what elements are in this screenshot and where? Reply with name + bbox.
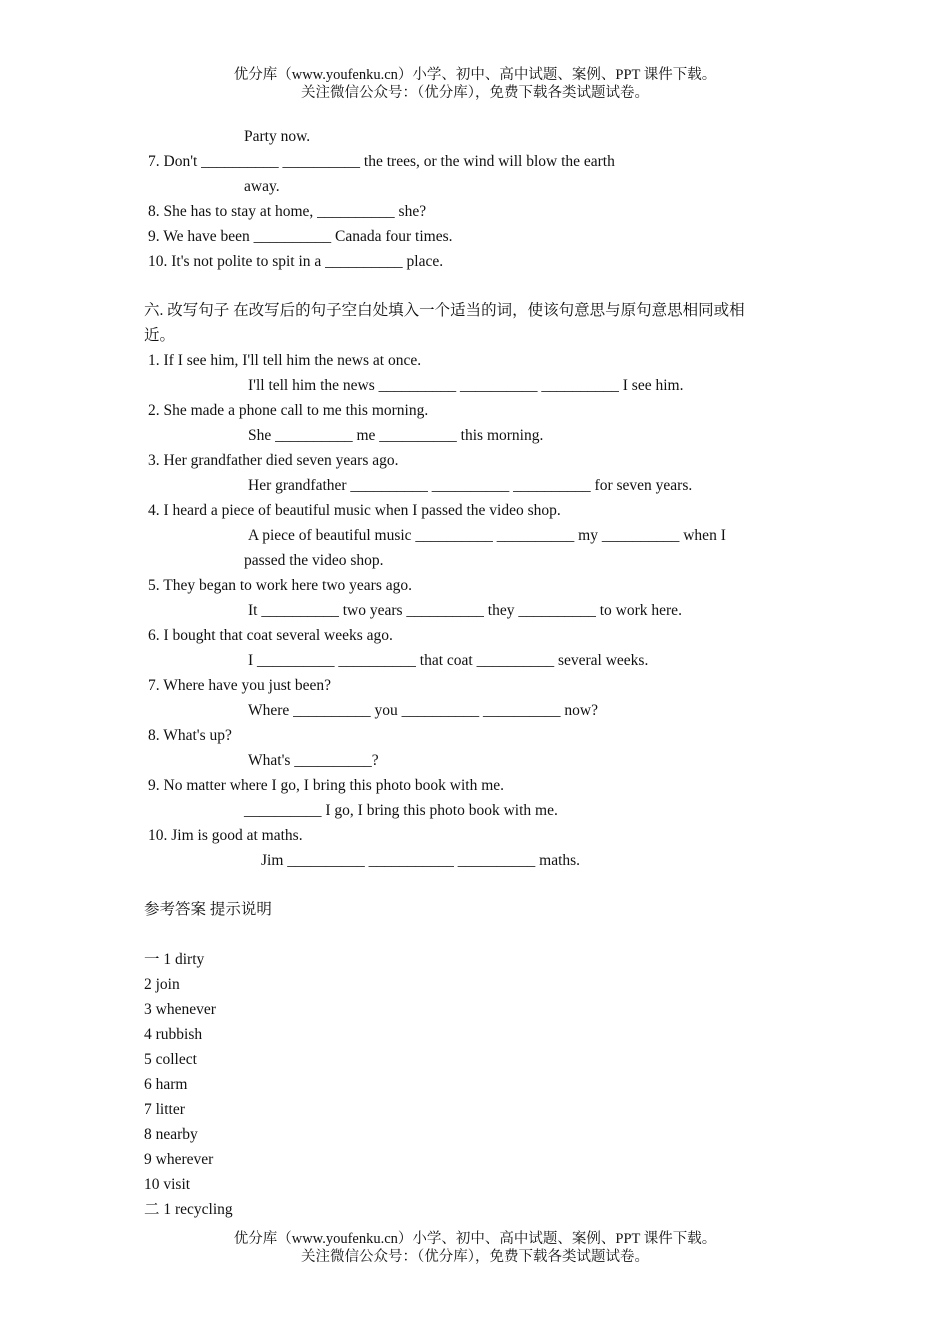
s6-question: 6. I bought that coat several weeks ago. (148, 627, 393, 644)
s6-rewrite: She __________ me __________ this morning. (248, 427, 544, 444)
answer-item: 4 rubbish (144, 1026, 203, 1043)
header-line-1: 优分库（www.youfenku.cn）小学、初中、高中试题、案例、PPT 课件下载。 (233, 67, 717, 83)
s5-line: away. (244, 178, 280, 195)
s6-rewrite: Where __________ you __________ __________ now? (248, 702, 598, 719)
s6-rewrite: passed the video shop. (244, 552, 384, 569)
footer-line-2: 关注微信公众号：（优分库），免费下载各类试题试卷。 (301, 1249, 649, 1265)
answer-item: 8 nearby (144, 1126, 198, 1143)
s6-rewrite: __________ I go, I bring this photo book with me. (244, 802, 558, 819)
s5-line: 8. She has to stay at home, __________ she? (148, 203, 427, 220)
s6-question: 8. What's up? (148, 727, 232, 744)
answer-item: 2 join (144, 976, 180, 993)
page-header (0, 66, 950, 102)
section6-heading-cont: 近。 (144, 327, 176, 344)
answer-item: 9 wherever (144, 1151, 214, 1168)
s6-rewrite: It __________ two years __________ they __________ to work here. (248, 602, 682, 619)
section6-heading: 六. 改写句子 在改写后的句子空白处填入一个适当的词，使该句意思与原句意思相同或相 (144, 302, 745, 319)
s6-question: 1. If I see him, I'll tell him the news at once. (148, 352, 422, 369)
s6-rewrite: Jim __________ ___________ __________ maths. (261, 852, 581, 869)
s6-question: 3. Her grandfather died seven years ago. (148, 452, 399, 469)
answer-item: 7 litter (144, 1101, 185, 1118)
s6-rewrite: A piece of beautiful music __________ __________ my __________ when I (248, 527, 726, 544)
s6-question: 9. No matter where I go, I bring this photo book with me. (148, 777, 505, 794)
s5-line: 10. It's not polite to spit in a __________ place. (148, 253, 444, 270)
answer-item: 3 whenever (144, 1001, 216, 1018)
s5-line: 9. We have been __________ Canada four times. (148, 228, 453, 245)
answer-item: 二 1 recycling (144, 1201, 233, 1218)
answer-item: 一 1 dirty (144, 951, 205, 968)
s6-rewrite: Her grandfather __________ __________ __________ for seven years. (248, 477, 693, 494)
answer-item: 5 collect (144, 1051, 197, 1068)
page-footer (0, 1230, 950, 1266)
s5-line: 7. Don't __________ __________ the trees, or the wind will blow the earth (148, 153, 615, 170)
footer-line-1: 优分库（www.youfenku.cn）小学、初中、高中试题、案例、PPT 课件下载。 (233, 1231, 717, 1247)
answer-item: 6 harm (144, 1076, 188, 1093)
s6-question: 5. They began to work here two years ago. (148, 577, 412, 594)
answer-item: 10 visit (144, 1176, 191, 1193)
s6-rewrite: What's __________? (248, 752, 379, 769)
answers-heading: 参考答案 提示说明 (144, 901, 272, 918)
s6-question: 2. She made a phone call to me this morning. (148, 402, 429, 419)
s6-rewrite: I __________ __________ that coat __________ several weeks. (248, 652, 649, 669)
s6-question: 4. I heard a piece of beautiful music when I passed the video shop. (148, 502, 561, 519)
s6-question: 10. Jim is good at maths. (148, 827, 303, 844)
s6-question: 7. Where have you just been? (148, 677, 332, 694)
s6-rewrite: I'll tell him the news __________ __________ __________ I see him. (248, 377, 684, 394)
s5-line: Party now. (244, 128, 311, 145)
header-line-2: 关注微信公众号：（优分库），免费下载各类试题试卷。 (301, 85, 649, 101)
